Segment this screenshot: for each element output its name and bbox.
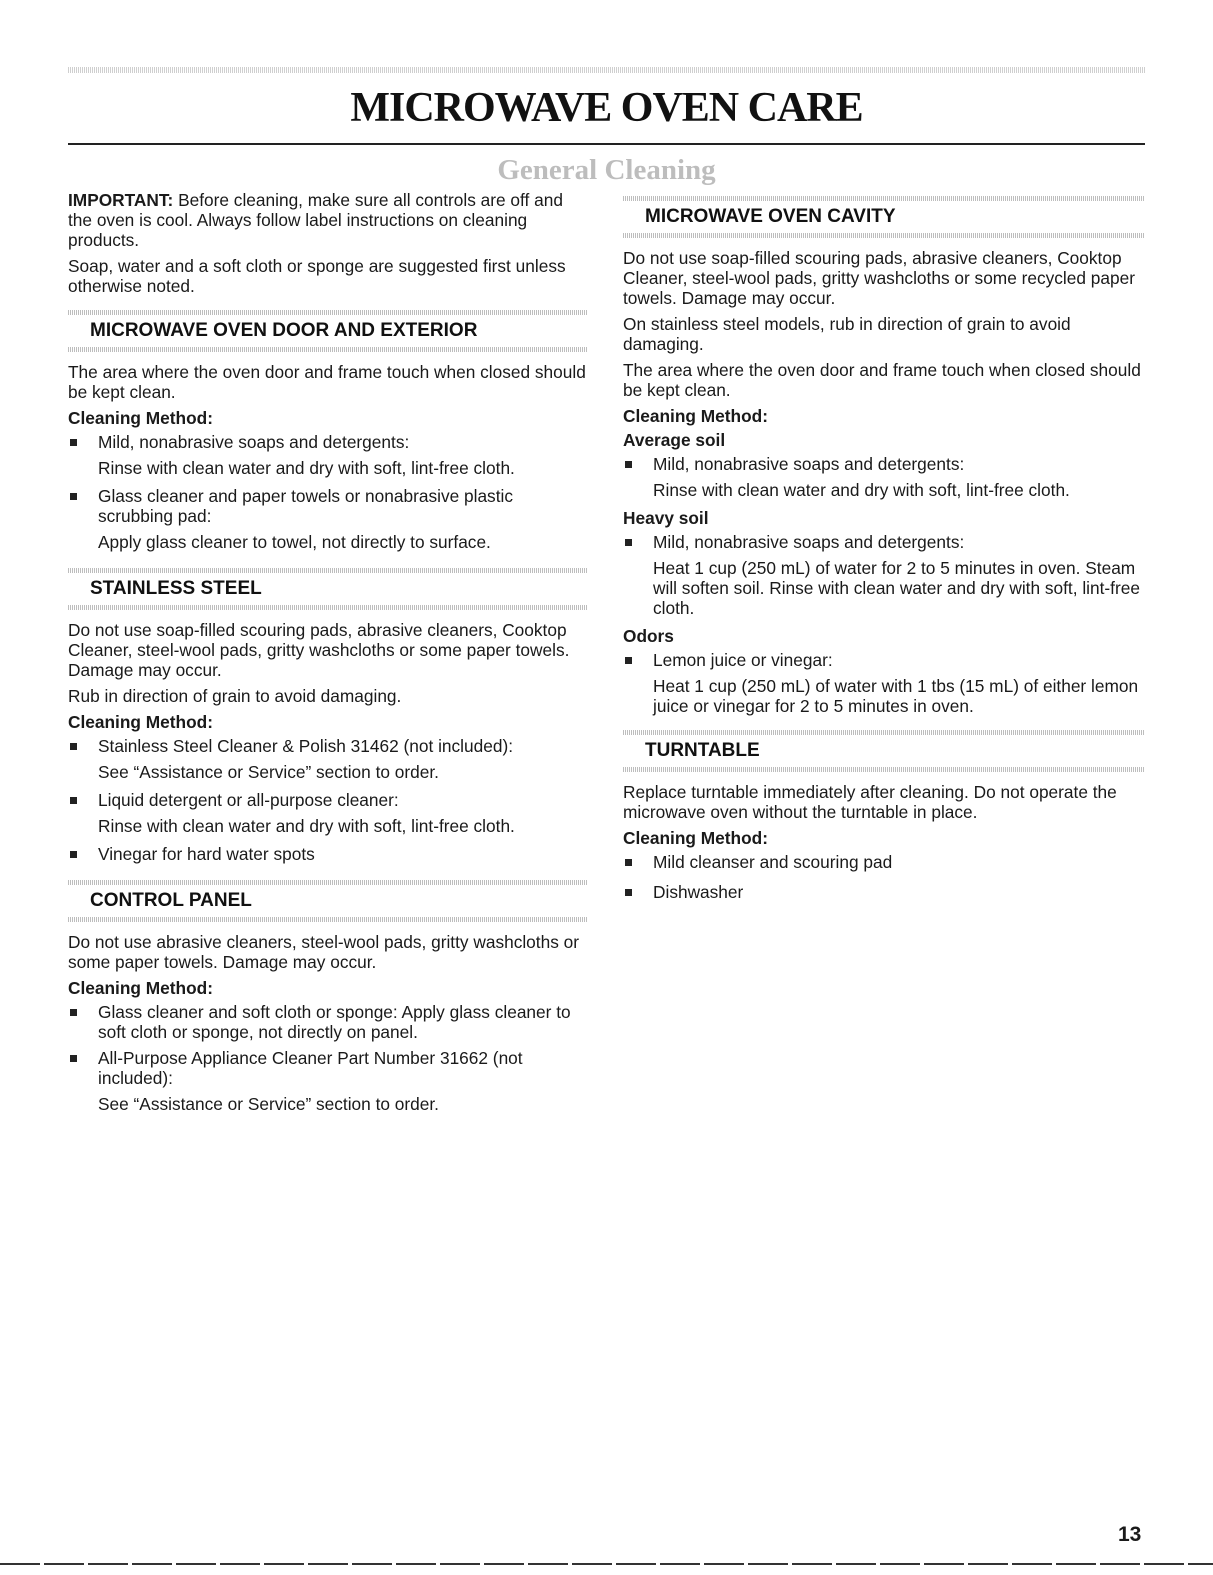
list-item (68, 736, 588, 756)
control-body: Do not use abrasive cleaners, steel-wool pads, gritty washcloths or some paper towels. Damage may occur. (68, 932, 580, 972)
stainless-list-1 (68, 736, 588, 756)
list-item (623, 454, 1145, 474)
bullet-icon (70, 851, 77, 858)
cavity-body: Do not use soap-filled scouring pads, abrasive cleaners, Cooktop Cleaner, steel-wool pads, gritty washcloths or some recycled paper towels. Damage may occur. (623, 248, 1135, 308)
hatch-rule (68, 917, 588, 922)
stainless-body: Do not use soap-filled scouring pads, abrasive cleaners, Cooktop Cleaner, steel-wool pads, gritty washcloths or some paper towels. Damage may occur. (68, 620, 570, 680)
cleaning-method-label: Cleaning Method: (623, 406, 768, 426)
oven-cavity-section (623, 196, 1145, 716)
list-item (68, 844, 588, 864)
odors-label: Odors (623, 626, 674, 646)
bullet-icon (70, 439, 77, 446)
stainless-steel-section (68, 568, 588, 864)
page-title: MICROWAVE OVEN CARE (350, 85, 863, 131)
bullet-icon (70, 1055, 77, 1062)
door-body: The area where the oven door and frame touch when closed should be kept clean. (68, 362, 586, 402)
item-text: Glass cleaner and soft cloth or sponge: Apply glass cleaner to soft cloth or sponge, not directly on panel. (98, 1002, 571, 1042)
item-note: See “Assistance or Service” section to order. (98, 1094, 439, 1114)
item-text: Vinegar for hard water spots (98, 844, 315, 864)
door-method-list (68, 432, 588, 452)
control-panel-section (68, 880, 588, 1114)
subsection-title: MICROWAVE OVEN DOOR AND EXTERIOR (90, 320, 478, 341)
bullet-icon (625, 889, 632, 896)
left-column (68, 190, 588, 1122)
page-number: 13 (1118, 1523, 1142, 1546)
item-text: Mild, nonabrasive soaps and detergents: (653, 454, 965, 474)
bullet-icon (625, 657, 632, 664)
cleaning-method-label: Cleaning Method: (68, 978, 213, 998)
bullet-icon (70, 493, 77, 500)
item-note: Heat 1 cup (250 mL) of water with 1 tbs (15 mL) of either lemon juice or vinegar for 2 to 5 minutes in oven. (653, 676, 1139, 716)
item-note: Rinse with clean water and dry with soft, lint-free cloth. (98, 816, 515, 836)
subsection-title: STAINLESS STEEL (90, 578, 262, 599)
cleaning-method-label: Cleaning Method: (623, 828, 768, 848)
item-note: Apply glass cleaner to towel, not directly to surface. (98, 532, 491, 552)
item-text: Lemon juice or vinegar: (653, 650, 833, 670)
list-item (68, 790, 588, 810)
list-item (623, 852, 1145, 872)
item-text: Dishwasher (653, 882, 744, 902)
item-text: Liquid detergent or all-purpose cleaner: (98, 790, 399, 810)
item-text: Mild cleanser and scouring pad (653, 852, 893, 872)
subsection-title: TURNTABLE (645, 740, 760, 761)
soap-note: Soap, water and a soft cloth or sponge are suggested first unless otherwise noted. (68, 256, 566, 296)
turntable-section (623, 730, 1145, 902)
list-item (623, 532, 1145, 552)
cleaning-method-label: Cleaning Method: (68, 408, 213, 428)
heavy-soil-label: Heavy soil (623, 508, 709, 528)
important-paragraph (68, 190, 588, 250)
turntable-list (623, 852, 1145, 902)
bullet-icon (625, 461, 632, 468)
section-title: General Cleaning (497, 154, 716, 186)
top-hatched-rule (68, 67, 1145, 73)
cavity-body-3: The area where the oven door and frame touch when closed should be kept clean. (623, 360, 1141, 400)
hatch-rule (623, 233, 1145, 238)
door-exterior-section (68, 310, 588, 552)
bullet-icon (70, 797, 77, 804)
hatch-rule (68, 347, 588, 352)
item-text: Mild, nonabrasive soaps and detergents: (653, 532, 965, 552)
list-item (68, 486, 588, 526)
right-column (623, 190, 1145, 908)
cavity-body-2: On stainless steel models, rub in direction of grain to avoid damaging. (623, 314, 1071, 354)
hatch-rule (68, 605, 588, 610)
important-text: Before cleaning, make sure all controls are off and the oven is cool. Always follow label instructions on cleaning products. (68, 190, 563, 250)
list-item (623, 882, 1145, 902)
subsection-title: MICROWAVE OVEN CAVITY (645, 206, 896, 227)
bullet-icon (625, 539, 632, 546)
turntable-body: Replace turntable immediately after cleaning. Do not operate the microwave oven without the turntable in place. (623, 782, 1117, 822)
list-item (623, 650, 1145, 670)
bullet-icon (625, 859, 632, 866)
heavy-soil-list (623, 532, 1145, 552)
item-note: Rinse with clean water and dry with soft, lint-free cloth. (98, 458, 515, 478)
average-soil-list (623, 454, 1145, 474)
cleaning-method-label: Cleaning Method: (68, 712, 213, 732)
item-note: Rinse with clean water and dry with soft, lint-free cloth. (653, 480, 1070, 500)
stainless-list-3 (68, 844, 588, 864)
item-text: Glass cleaner and paper towels or nonabrasive plastic scrubbing pad: (98, 486, 513, 526)
item-text: Stainless Steel Cleaner & Polish 31462 (not included): (98, 736, 513, 756)
stainless-body-2: Rub in direction of grain to avoid damaging. (68, 686, 402, 706)
bottom-rule (0, 1563, 1213, 1565)
door-method-list-2 (68, 486, 588, 526)
hatch-rule (623, 767, 1145, 772)
title-rule (68, 143, 1145, 145)
odors-list (623, 650, 1145, 670)
list-item (68, 432, 588, 452)
bullet-icon (70, 1009, 77, 1016)
control-list-1 (68, 1002, 588, 1088)
item-note: Heat 1 cup (250 mL) of water for 2 to 5 minutes in oven. Steam will soften soil. Rinse with clean water and dry with soft, lint-free cloth. (653, 558, 1140, 618)
bullet-icon (70, 743, 77, 750)
item-text: Mild, nonabrasive soaps and detergents: (98, 432, 410, 452)
average-soil-label: Average soil (623, 430, 726, 450)
list-item (68, 1048, 588, 1088)
important-label: IMPORTANT: (68, 190, 174, 210)
item-note: See “Assistance or Service” section to order. (98, 762, 439, 782)
subsection-title: CONTROL PANEL (90, 890, 252, 911)
list-item (68, 1002, 588, 1042)
item-text: All-Purpose Appliance Cleaner Part Number 31662 (not included): (98, 1048, 523, 1088)
stainless-list-2 (68, 790, 588, 810)
